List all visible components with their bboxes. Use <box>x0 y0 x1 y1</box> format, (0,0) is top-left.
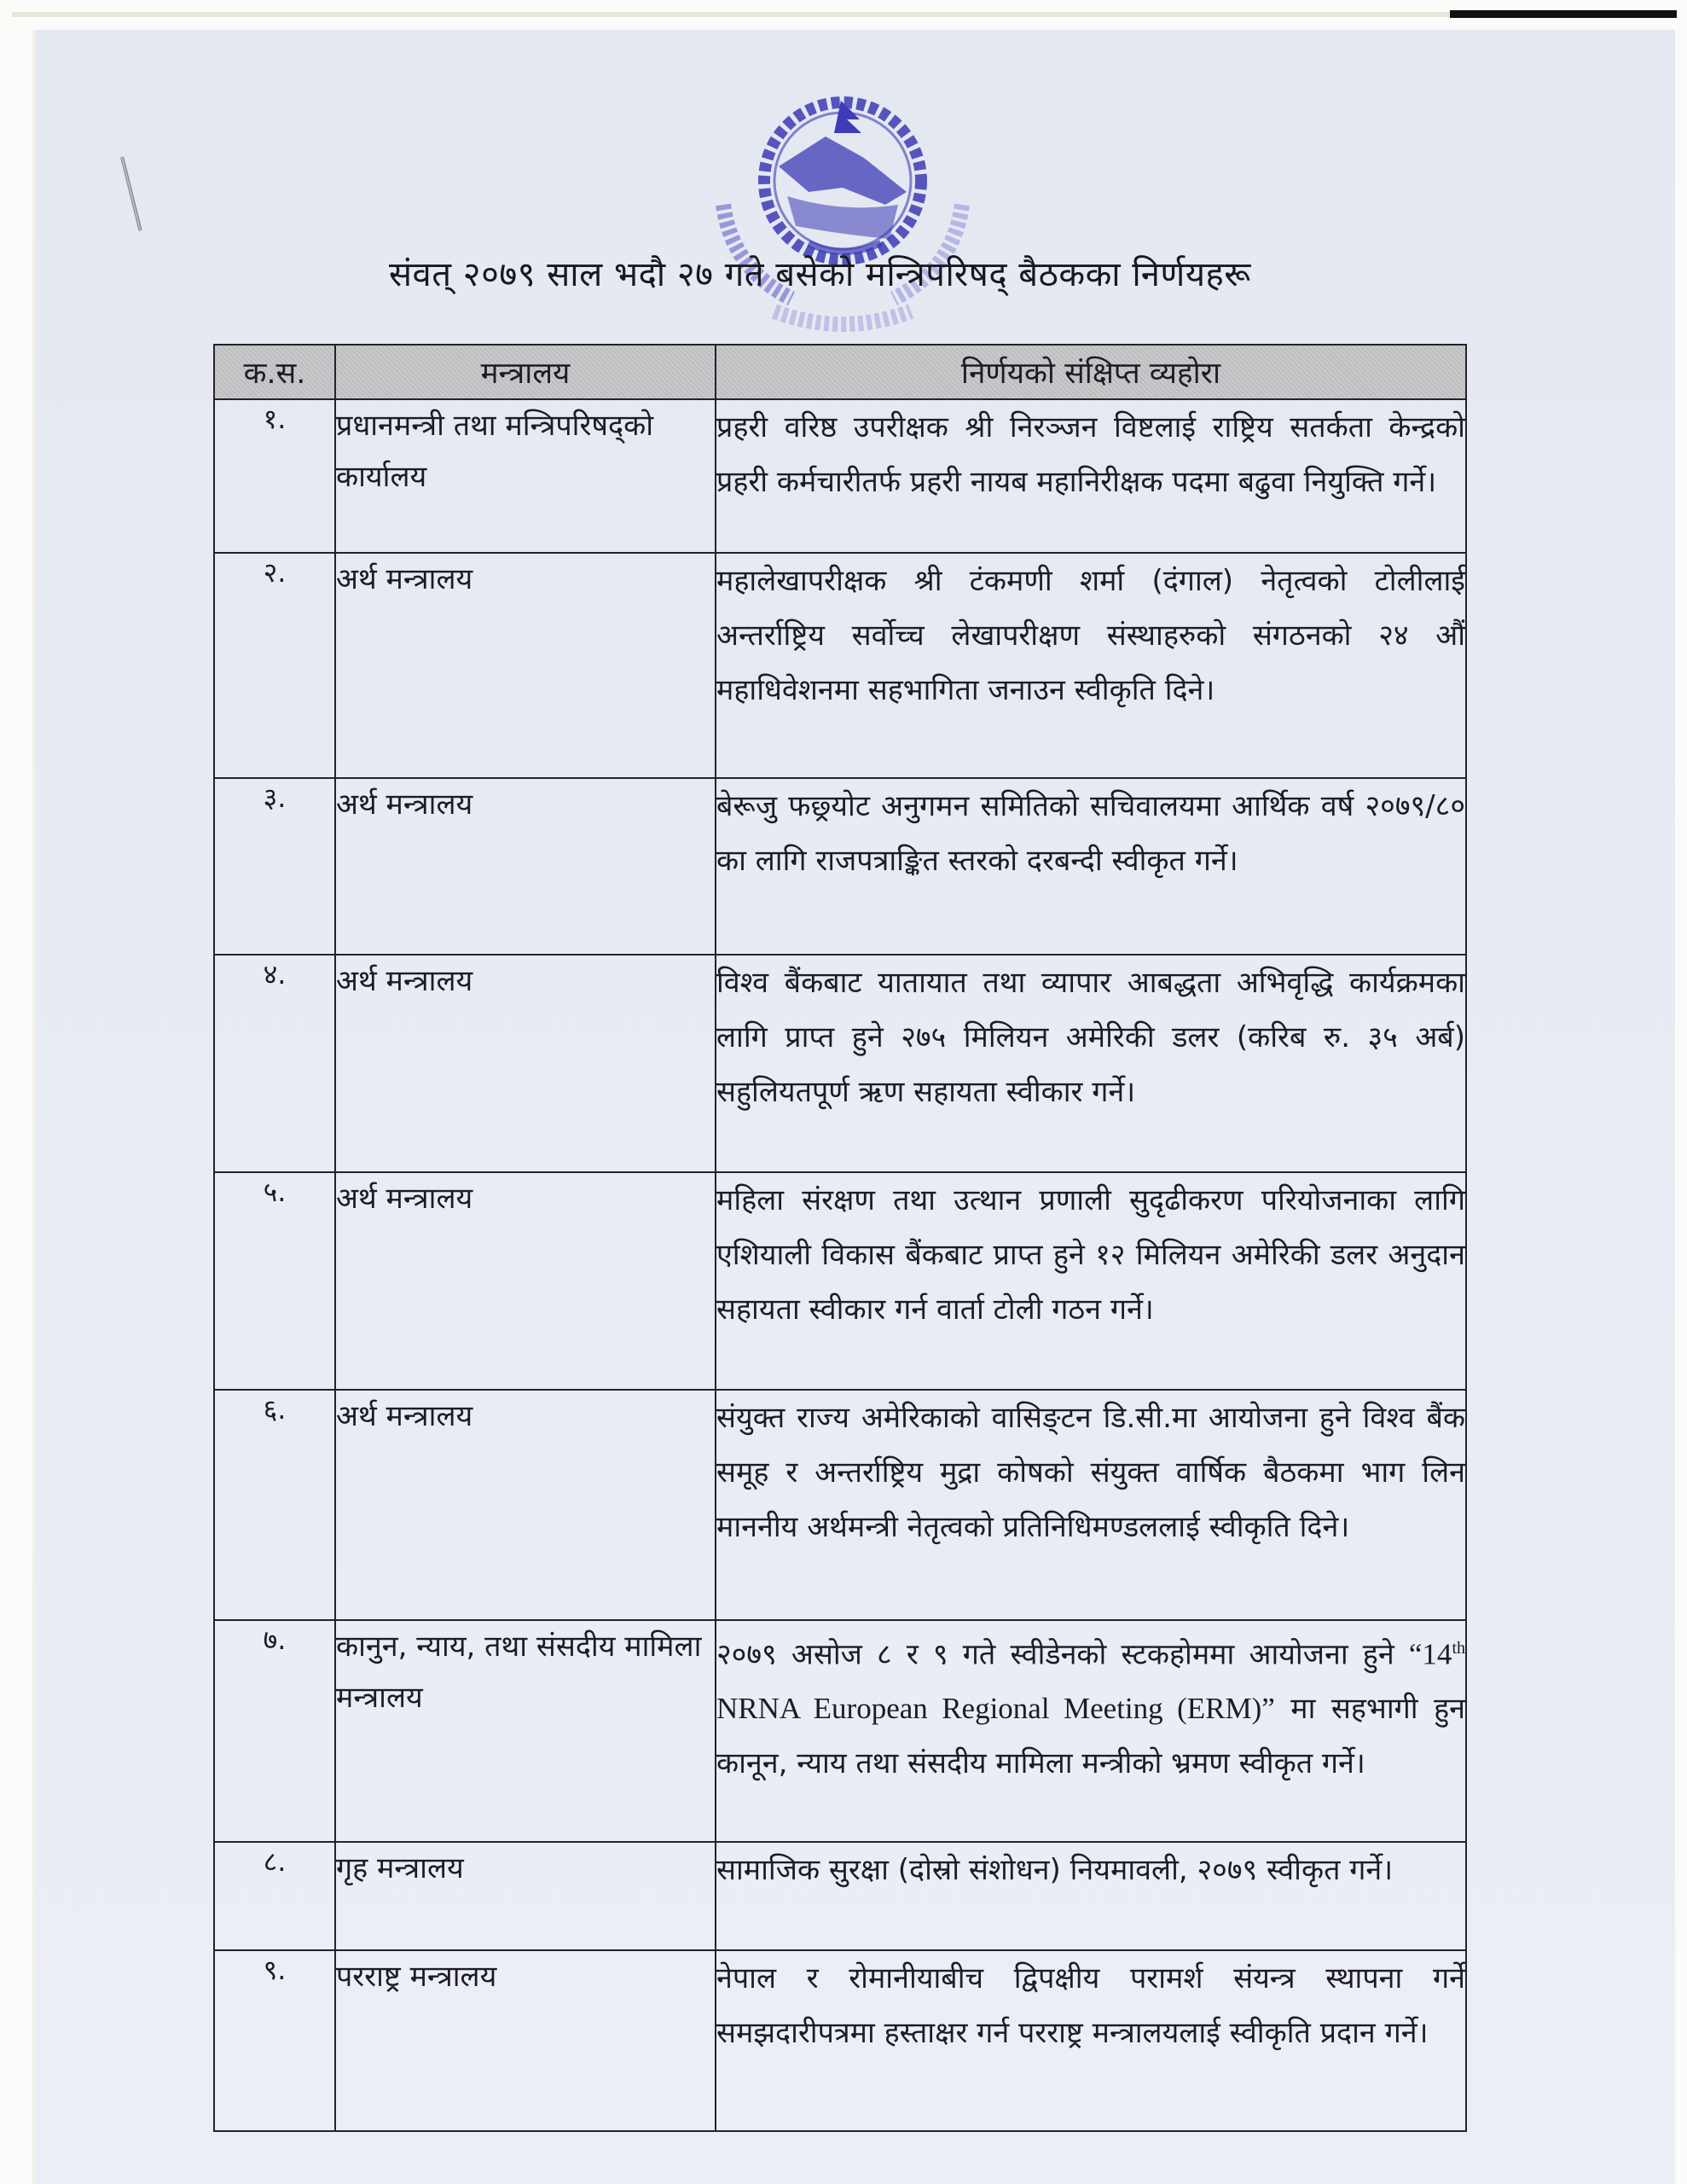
table-row <box>214 1172 1466 1390</box>
decision-text: २०७९ असोज ८ र ९ गते स्वीडेनको स्टकहोममा आयोजना हुने <box>716 1637 1409 1672</box>
decisions-table <box>213 344 1467 2132</box>
row-serial: ९. <box>214 1950 335 2131</box>
row-decision: बेरूजु फछ्र्योट अनुगमन समितिको सचिवालयमा आर्थिक वर्ष २०७९/८० का लागि राजपत्राङ्कित स्तरको दरबन्दी स्वीकृत गर्ने। <box>716 778 1466 955</box>
event-name-open: “14 <box>1408 1637 1452 1671</box>
row-decision: प्रहरी वरिष्ठ उपरीक्षक श्री निरञ्जन विष्टलाई राष्ट्रिय सतर्कता केन्द्रको प्रहरी कर्मचारीतर्फ प्रहरी नायब महानिरीक्षक पदमा बढुवा नियुक्ति गर्ने। <box>716 399 1466 553</box>
row-ministry: गृह मन्त्रालय <box>335 1842 716 1950</box>
table-row <box>214 1390 1466 1620</box>
row-ministry: अर्थ मन्त्रालय <box>335 1172 716 1390</box>
row-ministry: परराष्ट्र मन्त्रालय <box>335 1950 716 2131</box>
row-serial: ३. <box>214 778 335 955</box>
row-decision <box>716 1620 1466 1842</box>
ordinal-suffix: th <box>1452 1639 1465 1658</box>
row-decision: महिला संरक्षण तथा उत्थान प्रणाली सुदृढीकरण परियोजनाका लागि एशियाली विकास बैंकबाट प्राप्त हुने १२ मिलियन अमेरिकी डलर अनुदान सहायता स्वीकार गर्न वार्ता टोली गठन गर्ने। <box>716 1172 1466 1390</box>
table-header-row <box>214 345 1466 399</box>
row-ministry: प्रधानमन्त्री तथा मन्त्रिपरिषद्को कार्यालय <box>335 399 716 553</box>
emblem-stamp-icon <box>715 85 971 341</box>
row-serial: ५. <box>214 1172 335 1390</box>
scan-border <box>12 12 1675 17</box>
row-serial: ८. <box>214 1842 335 1950</box>
row-serial: ६. <box>214 1390 335 1620</box>
table-row <box>214 955 1466 1172</box>
row-serial: ४. <box>214 955 335 1172</box>
decision-text-end: मा सहभागी हुन कानून, न्याय तथा संसदीय मामिला मन्त्रीको भ्रमण स्वीकृत गर्ने। <box>716 1692 1465 1781</box>
row-decision: नेपाल र रोमानीयाबीच द्विपक्षीय परामर्श संयन्त्र स्थापना गर्ने समझदारीपत्रमा हस्ताक्षर गर्न परराष्ट्र मन्त्रालयलाई स्वीकृति प्रदान गर्ने। <box>716 1950 1466 2131</box>
event-name: NRNA European Regional Meeting (ERM)” <box>716 1692 1275 1726</box>
table-row <box>214 1842 1466 1950</box>
table-row <box>214 1620 1466 1842</box>
row-serial: १. <box>214 399 335 553</box>
header-decision: निर्णयको संक्षिप्त व्यहोरा <box>716 345 1466 399</box>
row-ministry: अर्थ मन्त्रालय <box>335 553 716 778</box>
row-decision: विश्व बैंकबाट यातायात तथा व्यापार आबद्धता अभिवृद्धि कार्यक्रमका लागि प्राप्त हुने २७५ मिलियन अमेरिकी डलर (करिब रु. ३५ अर्ब) सहुलियतपूर्ण ऋण सहायता स्वीकार गर्ने। <box>716 955 1466 1172</box>
row-serial: ७. <box>214 1620 335 1842</box>
table-row <box>214 553 1466 778</box>
row-decision: सामाजिक सुरक्षा (दोस्रो संशोधन) नियमावली, २०७९ स्वीकृत गर्ने। <box>716 1842 1466 1950</box>
table-row <box>214 1950 1466 2131</box>
scan-edge-shadow <box>1450 10 1677 18</box>
row-serial: २. <box>214 553 335 778</box>
page-title: संवत् २०७९ साल भदौ २७ गते बसेको मन्त्रिपरिषद् बैठकका निर्णयहरू <box>389 255 1251 294</box>
row-ministry: कानुन, न्याय, तथा संसदीय मामिला मन्त्रालय <box>335 1620 716 1842</box>
row-decision: महालेखापरीक्षक श्री टंकमणी शर्मा (दंगाल) नेतृत्वको टोलीलाई अन्तर्राष्ट्रिय सर्वोच्च लेखापरीक्षण संस्थाहरुको संगठनको २४ औं महाधिवेशनमा सहभागिता जनाउन स्वीकृति दिने। <box>716 553 1466 778</box>
header-ministry: मन्त्रालय <box>335 345 716 399</box>
row-ministry: अर्थ मन्त्रालय <box>335 778 716 955</box>
table-row <box>214 399 1466 553</box>
row-ministry: अर्थ मन्त्रालय <box>335 1390 716 1620</box>
row-ministry: अर्थ मन्त्रालय <box>335 955 716 1172</box>
header-serial: क.स. <box>214 345 335 399</box>
row-decision: संयुक्त राज्य अमेरिकाको वासिङ्टन डि.सी.मा आयोजना हुने विश्व बैंक समूह र अन्तर्राष्ट्रिय मुद्रा कोषको संयुक्त वार्षिक बैठकमा भाग लिन माननीय अर्थमन्त्री नेतृत्वको प्रतिनिधिमण्डललाई स्वीकृति दिने। <box>716 1390 1466 1620</box>
table-row <box>214 778 1466 955</box>
